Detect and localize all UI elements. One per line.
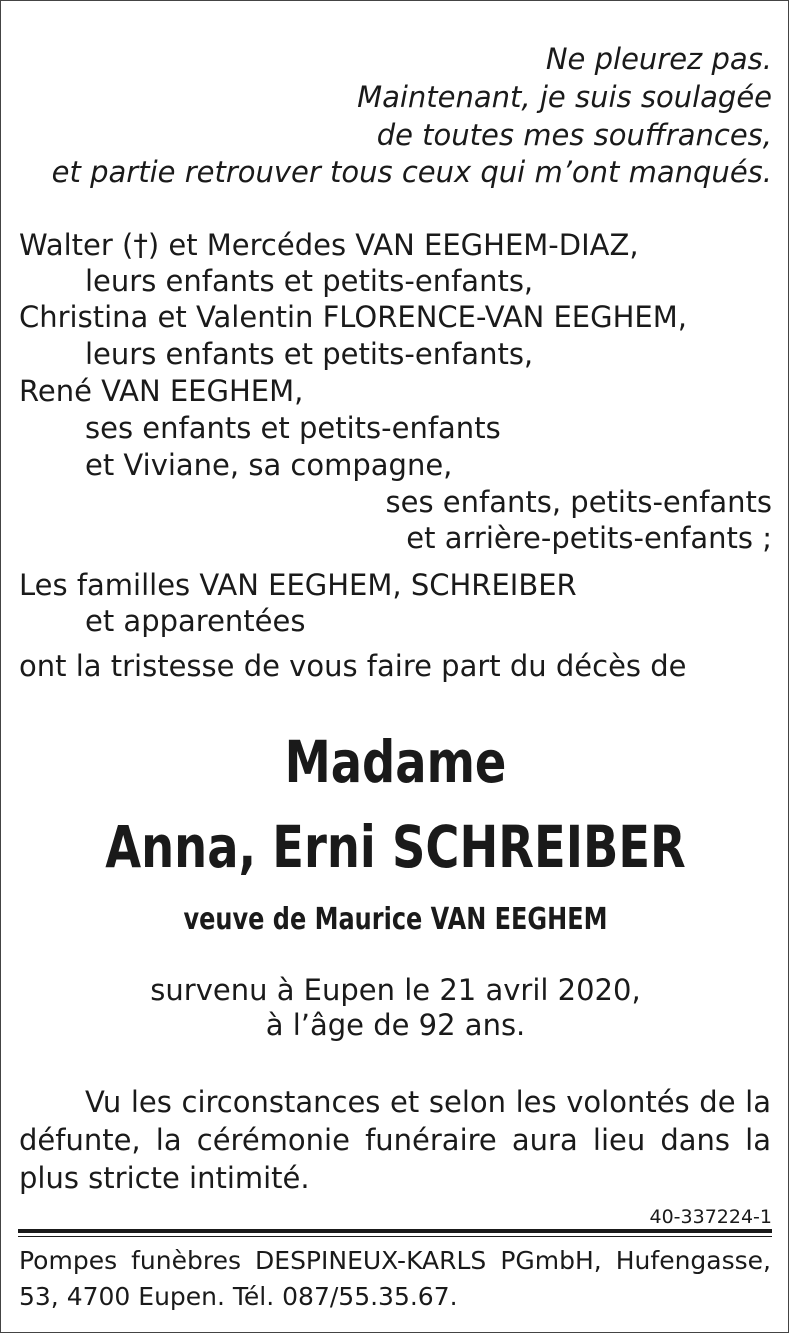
family-line-11: et apparentées	[85, 604, 306, 638]
family-line-1: Walter (†) et Mercédes VAN EEGHEM-DIAZ,	[19, 228, 639, 262]
family-line-2: leurs enfants et petits-enfants,	[85, 264, 534, 298]
deceased-widow-of: veuve de Maurice VAN EEGHEM	[183, 902, 608, 937]
divider-thin	[18, 1236, 772, 1237]
divider-thick	[18, 1229, 772, 1233]
funeral-home-info: Pompes funèbres DESPINEUX-KARLS PGmbH, Hufengasse, 53, 4700 Eupen. Tél. 087/55.35.67.	[19, 1246, 771, 1311]
family-line-3: Christina et Valentin FLORENCE-VAN EEGHEM,	[19, 300, 687, 334]
family-line-4: leurs enfants et petits-enfants,	[85, 337, 534, 371]
epitaph-line-1: Ne pleurez pas.	[545, 42, 772, 76]
family-line-7: et Viviane, sa compagne,	[85, 448, 453, 482]
death-date-line: survenu à Eupen le 21 avril 2020,	[150, 973, 641, 1007]
ceremony-paragraph: Vu les circonstances et selon les volontés de la défunte, la cérémonie funéraire aura lieu dans la plus stricte intimité.	[19, 1085, 771, 1195]
deceased-name: Anna, Erni SCHREIBER	[105, 813, 686, 881]
family-line-5: René VAN EEGHEM,	[19, 374, 304, 408]
deceased-title: Madame	[284, 728, 507, 796]
epitaph-line-3: de toutes mes souffrances,	[376, 118, 772, 152]
death-age-line: à l’âge de 92 ans.	[265, 1008, 526, 1042]
family-line-6: ses enfants et petits-enfants	[85, 411, 501, 445]
family-line-10: Les familles VAN EEGHEM, SCHREIBER	[19, 568, 577, 602]
announcement-line: ont la tristesse de vous faire part du décès de	[19, 649, 687, 683]
reference-number: 40-337224-1	[649, 1206, 772, 1228]
epitaph-line-2: Maintenant, je suis soulagée	[357, 80, 772, 114]
epitaph-line-4: et partie retrouver tous ceux qui m’ont manqués.	[51, 155, 772, 189]
family-line-9: et arrière-petits-enfants ;	[406, 521, 772, 555]
family-line-8: ses enfants, petits-enfants	[385, 485, 772, 519]
